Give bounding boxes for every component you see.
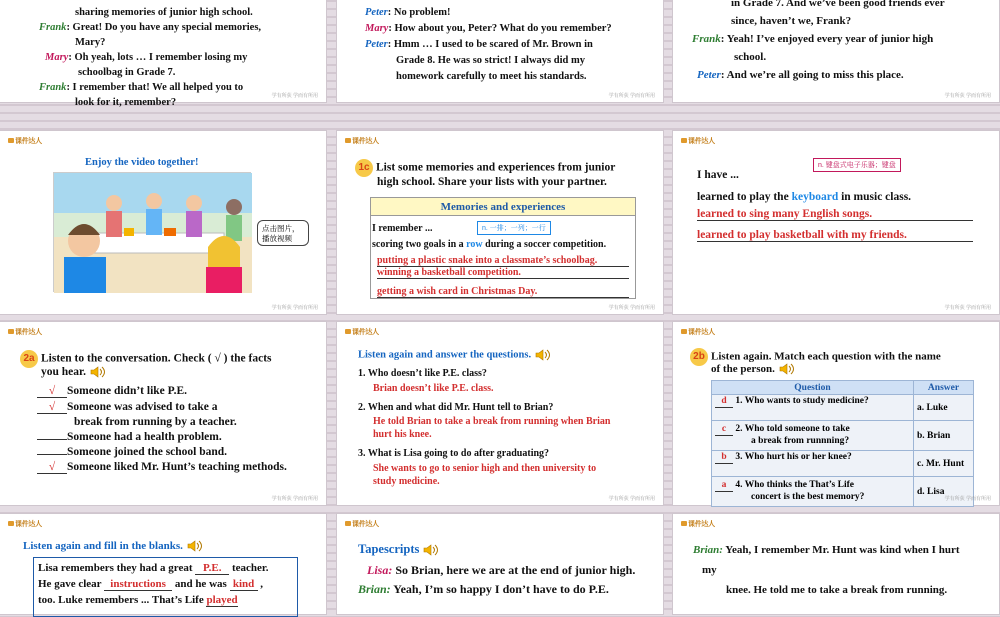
dialogue-line: Brian: Yeah, I’m so happy I don’t have to do P.E. (358, 582, 609, 596)
sentence-line: learned to play the keyboard in music class. (697, 191, 912, 203)
check-blank (37, 454, 67, 455)
slide-3[interactable] (673, 0, 999, 102)
slide-6[interactable] (673, 131, 999, 314)
dialogue-line: Peter: Hmm … I used to be scared of Mr. Brown in (365, 39, 593, 50)
fill-line: too. Luke remembers ... That’s Life played (38, 594, 238, 606)
dialogue-line: sharing memories of junior high school. (75, 7, 253, 18)
checklist-text: Someone didn’t like P.E. (67, 385, 188, 397)
answer-line: learned to play basketball with my friends. (697, 229, 973, 242)
slide-footer: 学有所获 学而有所用 (944, 93, 991, 99)
dialogue-line: Frank: Great! Do you have any special memories, (39, 22, 262, 33)
slide-footer: 学有所获 学而有所用 (944, 496, 991, 502)
table-row (712, 477, 974, 507)
dialogue-line: Frank: Yeah! I’ve enjoyed every year of junior high (692, 33, 934, 45)
slide-title: Tapescripts (358, 542, 439, 557)
question: 1. Who doesn’t like P.E. class? (358, 368, 487, 379)
logo: 课件达人 (345, 519, 379, 529)
slide-footer: 学有所获 学而有所用 (608, 93, 655, 99)
dialogue-line: Mary: Oh yeah, lots … I remember losing my (45, 52, 248, 63)
speaker-icon[interactable] (423, 544, 439, 556)
speaker-icon[interactable] (90, 366, 106, 378)
answer-line: winning a basketball competition. (377, 267, 629, 279)
checklist-item (37, 401, 217, 414)
table-row: scoring two goals in a row during a soccer competition. (372, 239, 607, 250)
slide-4[interactable] (0, 131, 326, 314)
slide-footer: 学有所获 学而有所用 (271, 93, 318, 99)
table-row: I remember ... (372, 223, 433, 234)
dialogue-line: knee. He told me to take a break from running. (726, 584, 948, 596)
instruction-line: 2b Listen again. Match each question with the name (690, 348, 941, 366)
slide-5[interactable] (337, 131, 663, 314)
slide-footer: 学有所获 学而有所用 (608, 496, 655, 502)
speaker-icon[interactable] (535, 349, 551, 361)
answer-line: getting a wish card in Christmas Day. (377, 286, 629, 298)
sentence-line: I have ... (697, 169, 739, 181)
dialogue-line: Mary? (75, 37, 106, 48)
exercise-badge: 1c (355, 159, 373, 177)
instruction-line: 1c List some memories and experiences from junior (355, 159, 615, 177)
match-blank: d (715, 396, 733, 408)
answer: He told Brian to take a break from running when Brian (373, 416, 611, 427)
logo: 课件达人 (681, 519, 715, 529)
check-blank: √ (37, 401, 67, 414)
table-row (712, 395, 974, 421)
column-header: Question (712, 381, 914, 395)
answer-cell: a. Luke (914, 395, 974, 421)
slide-title: Listen again and answer the questions. (358, 349, 551, 361)
slide-title: Listen again and fill in the blanks. (23, 540, 203, 552)
logo: 课件达人 (8, 519, 42, 529)
answer: She wants to go to senior high and then university to (373, 463, 597, 474)
match-blank: b (715, 452, 733, 464)
answer: hurt his knee. (373, 429, 432, 440)
answer-cell: c. Mr. Hunt (914, 451, 974, 477)
dialogue-line: look for it, remember? (75, 97, 177, 108)
dialogue-line: my (702, 564, 717, 576)
logo: 课件达人 (8, 136, 42, 146)
logo: 课件达人 (8, 327, 42, 337)
logo: 课件达人 (681, 327, 715, 337)
table-row (712, 421, 974, 451)
answer-cell: d. Lisa (914, 477, 974, 507)
dialogue-line: Lisa: So Brian, here we are at the end of junior high. (367, 563, 636, 577)
slide-12[interactable] (673, 514, 999, 614)
slide-title: Enjoy the video together! (85, 157, 199, 168)
dialogue-line: since, haven’t we, Frank? (731, 15, 852, 27)
logo: 课件达人 (345, 327, 379, 337)
play-video-callout[interactable]: 点击图片，播放视频 (257, 220, 309, 246)
checklist-item (37, 385, 187, 398)
check-blank: √ (37, 385, 67, 398)
question: 2. When and what did Mr. Hunt tell to Brian? (358, 402, 554, 413)
dialogue-line: schoolbag in Grade 7. (78, 67, 176, 78)
party-illustration (54, 173, 252, 293)
dialogue-line: homework carefully to meet his standards. (396, 71, 587, 82)
fill-line: Lisa remembers they had a great P.E. teacher. (38, 562, 269, 574)
video-thumbnail[interactable] (53, 172, 251, 292)
answer: Brian doesn’t like P.E. class. (373, 383, 494, 394)
check-blank: √ (37, 461, 67, 474)
slide-8[interactable] (337, 322, 663, 505)
checklist-text: Someone was advised to take a (67, 401, 218, 413)
dialogue-line: Frank: I remember that! We all helped you to (39, 82, 244, 93)
match-blank: c (715, 424, 733, 436)
match-table (711, 380, 974, 507)
checklist-text: break from running by a teacher. (74, 416, 237, 428)
answer-cell: b. Brian (914, 421, 974, 451)
vocab-tooltip: n. 一排；一列；一行 (477, 221, 551, 235)
exercise-badge: 2b (690, 348, 708, 366)
dialogue-line: Mary: How about you, Peter? What do you remember? (365, 23, 612, 34)
slide-9[interactable] (673, 322, 999, 505)
speaker-icon[interactable] (187, 540, 203, 552)
answer-line: learned to sing many English songs. (697, 208, 973, 221)
slide-footer: 学有所获 学而有所用 (944, 305, 991, 311)
checklist-text: Someone liked Mr. Hunt’s teaching methods. (67, 461, 287, 473)
question-cell: b 3. Who hurt his or her knee? (712, 451, 914, 477)
slide-footer: 学有所获 学而有所用 (271, 496, 318, 502)
slide-10[interactable] (0, 514, 326, 614)
slide-7[interactable] (0, 322, 326, 505)
instruction-line: you hear. (41, 366, 106, 378)
logo: 课件达人 (345, 136, 379, 146)
checklist-item (37, 431, 222, 443)
match-blank: a (715, 480, 733, 492)
question-cell: a 4. Who thinks the That’s Life concert is the best memory? (712, 477, 914, 507)
dialogue-line: school. (734, 51, 767, 63)
slide-footer: 学有所获 学而有所用 (271, 305, 318, 311)
vocab-tooltip: n. 键盘式电子乐器；键盘 (813, 158, 901, 172)
instruction-line: of the person. (711, 363, 795, 375)
checklist-text: Someone had a health problem. (67, 431, 222, 443)
column-header: Answer (914, 381, 974, 395)
dialogue-line: Peter: No problem! (365, 7, 451, 18)
question-cell: c 2. Who told someone to take a break from runnning? (712, 421, 914, 451)
logo: 课件达人 (681, 136, 715, 146)
instruction-line: 2a Listen to the conversation. Check ( √ ) the facts (20, 350, 272, 368)
table-header: Memories and experiences (371, 198, 635, 216)
slide-2[interactable] (337, 0, 663, 102)
checklist-item (37, 461, 287, 474)
dialogue-line: in Grade 7. And we’ve been good friends ever (731, 0, 945, 9)
question-cell: d 1. Who wants to study medicine? (712, 395, 914, 421)
answer: study medicine. (373, 476, 440, 487)
slide-1[interactable] (0, 0, 326, 108)
checklist-item (74, 416, 237, 428)
check-blank (37, 439, 67, 440)
speaker-icon[interactable] (779, 363, 795, 375)
exercise-badge: 2a (20, 350, 38, 368)
table-row (712, 451, 974, 477)
slide-footer: 学有所获 学而有所用 (608, 305, 655, 311)
checklist-text: Someone joined the school band. (67, 446, 228, 458)
instruction-line: high school. Share your lists with your partner. (377, 176, 607, 188)
question: 3. What is Lisa going to do after graduating? (358, 448, 550, 459)
fill-line: He gave clear instructions and he was kind , (38, 578, 264, 590)
answer-line: putting a plastic snake into a classmate’s schoolbag. (377, 255, 629, 267)
checklist-item (37, 446, 227, 458)
slide-11[interactable] (337, 514, 663, 614)
dialogue-line: Peter: And we’re all going to miss this place. (697, 69, 904, 81)
dialogue-line: Brian: Yeah, I remember Mr. Hunt was kind when I hurt (693, 544, 960, 556)
dialogue-line: Grade 8. He was so strict! I always did my (396, 55, 585, 66)
